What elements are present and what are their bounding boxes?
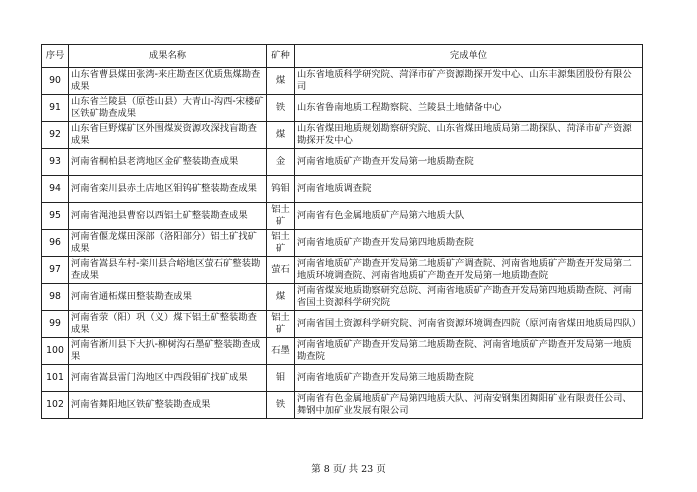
row-serial-number: 101	[42, 365, 69, 392]
row-completing-unit: 山东省鲁南地质工程勘察院、兰陵县土地储备中心	[295, 95, 643, 122]
row-result-name: 河南省渑池县曹窑以西铝土矿整装勘查成果	[69, 203, 267, 230]
row-completing-unit: 河南省地质矿产勘查开发局第二地质矿产调查院、河南省地质矿产勘查开发局第二地质环境调查院、河南省地质矿产勘查开发局第一地质勘查院	[295, 257, 643, 284]
header-completing-unit: 完成单位	[295, 45, 643, 68]
table-row	[42, 176, 643, 203]
row-completing-unit: 河南省煤炭地质勘察研究总院、河南省地质矿产勘查开发局第四地质勘查院、河南省国土资源科学研究院	[295, 284, 643, 311]
row-completing-unit: 河南省地质矿产勘查开发局第四地质勘查院	[295, 230, 643, 257]
row-result-name: 河南省偃龙煤田深部（洛阳部分）铝土矿找矿成果	[69, 230, 267, 257]
row-mineral-type: 金	[267, 149, 295, 176]
row-result-name: 河南省嵩县车村-栾川县合峪地区萤石矿整装勘查成果	[69, 257, 267, 284]
row-serial-number: 100	[42, 338, 69, 365]
row-mineral-type: 石墨	[267, 338, 295, 365]
table-row	[42, 392, 643, 419]
row-mineral-type: 钼	[267, 365, 295, 392]
row-mineral-type: 煤	[267, 122, 295, 149]
header-result-name: 成果名称	[69, 45, 267, 68]
row-serial-number: 102	[42, 392, 69, 419]
row-completing-unit: 河南省地质调查院	[295, 176, 643, 203]
row-mineral-type: 萤石	[267, 257, 295, 284]
row-serial-number: 92	[42, 122, 69, 149]
row-mineral-type: 铁	[267, 95, 295, 122]
row-result-name: 河南省淅川县下大扒-柳树沟石墨矿整装勘查成果	[69, 338, 267, 365]
table-row	[42, 284, 643, 311]
table-row	[42, 149, 643, 176]
row-result-name: 河南省栾川县赤土店地区钼钨矿整装勘查成果	[69, 176, 267, 203]
table-row	[42, 311, 643, 338]
row-completing-unit: 山东省煤田地质规划勘察研究院、山东省煤田地质局第二勘探队、菏泽市矿产资源勘探开发中心	[295, 122, 643, 149]
row-mineral-type: 煤	[267, 68, 295, 95]
table-row	[42, 338, 643, 365]
row-result-name: 河南省荥（阳）巩（义）煤下铝土矿整装勘查成果	[69, 311, 267, 338]
row-mineral-type: 煤	[267, 284, 295, 311]
row-completing-unit: 河南省有色金属地质矿产局第六地质大队	[295, 203, 643, 230]
row-completing-unit: 河南省国土资源科学研究院、河南省资源环境调查四院（原河南省煤田地质局四队）	[295, 311, 643, 338]
row-serial-number: 95	[42, 203, 69, 230]
row-serial-number: 99	[42, 311, 69, 338]
row-mineral-type: 铁	[267, 392, 295, 419]
header-mineral-type: 矿种	[267, 45, 295, 68]
row-completing-unit: 河南省地质矿产勘查开发局第一地质勘查院	[295, 149, 643, 176]
row-mineral-type: 铝土矿	[267, 311, 295, 338]
row-completing-unit: 河南省地质矿产勘查开发局第二地质勘查院、河南省地质矿产勘查开发局第一地质勘查院	[295, 338, 643, 365]
row-serial-number: 94	[42, 176, 69, 203]
header-serial-number: 序号	[42, 45, 69, 68]
row-mineral-type: 铝土矿	[267, 230, 295, 257]
row-result-name: 河南省嵩县雷门沟地区中西段钼矿找矿成果	[69, 365, 267, 392]
row-serial-number: 90	[42, 68, 69, 95]
row-completing-unit: 山东省地质科学研究院、菏泽市矿产资源勘探开发中心、山东丰源集团股份有限公司	[295, 68, 643, 95]
table-row	[42, 257, 643, 284]
table-row	[42, 230, 643, 257]
row-result-name: 山东省巨野煤矿区外围煤炭资源攻深找盲勘查成果	[69, 122, 267, 149]
table-row	[42, 203, 643, 230]
table-row	[42, 122, 643, 149]
table-body	[42, 68, 643, 419]
row-result-name: 山东省曹县煤田张湾-来庄勘查区优质焦煤勘查成果	[69, 68, 267, 95]
row-completing-unit: 河南省有色金属地质矿产局第四地质大队、河南安钢集团舞阳矿业有限责任公司、舞钢中加矿业发展有限公司	[295, 392, 643, 419]
results-table	[41, 44, 643, 419]
row-result-name: 河南省桐柏县老湾地区金矿整装勘查成果	[69, 149, 267, 176]
row-completing-unit: 河南省地质矿产勘查开发局第三地质勘查院	[295, 365, 643, 392]
page-number-footer: 第 8 页/ 共 23 页	[311, 464, 386, 475]
row-result-name: 河南省通柘煤田整装勘查成果	[69, 284, 267, 311]
row-result-name: 河南省舞阳地区铁矿整装勘查成果	[69, 392, 267, 419]
table-header-row	[42, 45, 643, 68]
row-mineral-type: 钨钼	[267, 176, 295, 203]
row-serial-number: 93	[42, 149, 69, 176]
row-serial-number: 97	[42, 257, 69, 284]
table-row	[42, 68, 643, 95]
row-serial-number: 98	[42, 284, 69, 311]
row-mineral-type: 铝土矿	[267, 203, 295, 230]
row-serial-number: 96	[42, 230, 69, 257]
table-row	[42, 95, 643, 122]
row-serial-number: 91	[42, 95, 69, 122]
table-row	[42, 365, 643, 392]
row-result-name: 山东省兰陵县（原苍山县）大青山-沟西-宋楼矿区铁矿勘查成果	[69, 95, 267, 122]
